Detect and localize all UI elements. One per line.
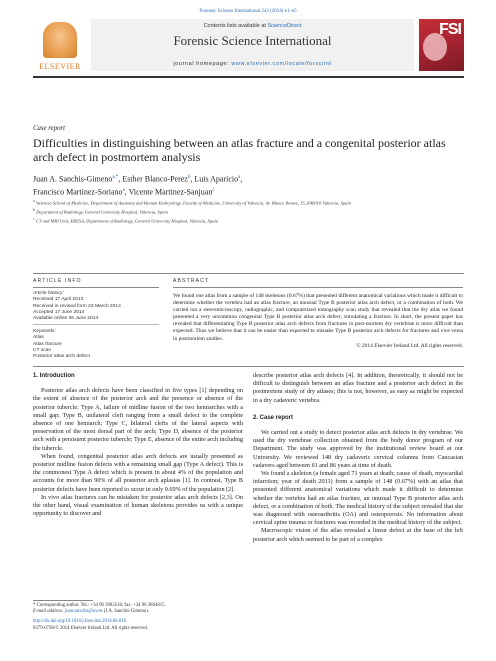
author-name: Luis Aparicio: [194, 174, 239, 184]
divider: [33, 287, 159, 288]
running-head[interactable]: Forensic Science International 242 (2014) e1–e5: [199, 9, 297, 14]
affiliation: $^a$ Valencia School of Medicine, Department of Anatomy and Human Embryology, Faculty of Medicine, University of Valencia, Av. Blasco Ibanez, 15, E46010 Valencia, Spain: [33, 199, 351, 206]
author-affil-link[interactable]: c: [212, 187, 215, 193]
contents-line: Contents lists available at ScienceDirect: [203, 23, 302, 29]
publisher-name: ELSEVIER: [39, 62, 81, 71]
journal-cover-thumbnail[interactable]: [419, 19, 464, 71]
paragraph: We found a skeleton (a female aged 71 years at death; cause of death, myocardial infarction; year of death 2011) from a sample of 148 (0.67%) with an atlas that presented different anatomical variations which made it difficult to determine whether the vertebra had an atlas fracture, an unusual Type B posterior atlas arch defect, or a combination of both. The medical history of the subject revealed that she was diagnosed with osteoarthritis (OA) and osteoporosis. No information about cervical spine trauma or fractures was recorded in the medical history of the subject.: [253, 470, 463, 527]
email-link[interactable]: juan.sanchis@uv.es: [64, 609, 103, 615]
divider: [33, 273, 464, 274]
affiliation: $^b$ Department of Radiology, General University Hospital, Valencia, Spain: [33, 208, 169, 215]
author-name: Vicente Martinez-Sanjuan: [128, 187, 213, 197]
paragraph: When found, congenital posterior atlas arch defects are usually presented as posterior midline fusion defects with a remaining small gap (Type A defect). This is the commonest Type A defect which is present in about 4% of the population and accounts for more than 90% of all posterior arch aplasias [1]. In contrast, Type B posterior defects have been reported to occur in only 0.69% of the population [2].: [33, 452, 243, 493]
paragraph: Posterior atlas arch defects have been classified in five types [1] depending on the extent of absence of the posterior arch and the presence or absence of the posterior tubercle: Type A, failure of midline fusion of the two hemiarches with a small gap; Type B, unilateral cleft ranging from a small defect to the complete absence of one hemiarch; Type C, bilateral clefts of the lateral aspects with preservation of the most dorsal part of the arch; Type D, absence of the posterior arch with a persistent posterior tubercle; Type E, absence of the entire arch including the tubercle.: [33, 387, 243, 452]
author-name: Esther Blanco-Perez: [122, 174, 188, 184]
copyright: © 2014 Elsevier Ireland Ltd. All rights reserved.: [356, 342, 463, 349]
issn-line: 0379-0738/© 2014 Elsevier Ireland Ltd. All rights reserved.: [33, 625, 149, 631]
article-info-label: ARTICLE INFO: [33, 278, 82, 284]
paragraph: describe posterior atlas arch defects [4]. In addition, theoretically, it should not be difficult to distinguish between an atlas fracture and a posterior arch defect in the postmortem study of dry atlases; this is not, however, as easy as might be expected in a dry cadaveric vertebra.: [253, 372, 463, 404]
divider: [33, 324, 159, 325]
history-item: Available online 26 June 2014: [33, 316, 99, 322]
article-title: Difficulties in distinguishing between an atlas fracture and a congenital posterior atlas arch defect in postmortem analysis: [33, 136, 446, 164]
paragraph: We carried out a study to detect posterior atlas arch defects in dry vertebrae. We used the dry vertebrae collection obtained from the body donor program of our Department. The study was approved by the institutional review board at our University. We reviewed 148 dry cadaveric cervical columns from Caucasian cadavers aged between 61 and 86 years at time of death.: [253, 429, 463, 469]
right-column: [253, 372, 463, 544]
history-item: Received in revised form 23 March 2014: [33, 303, 121, 309]
footnote: [33, 603, 243, 632]
footnote-rule: [33, 600, 93, 601]
affiliation: $^c$ CT and MRI Unit, ERESA, Department of Radiology, General University Hospital, Valencia, Spain: [33, 217, 219, 224]
elsevier-tree-icon: [43, 22, 77, 58]
homepage-link[interactable]: www.elsevier.com/locate/forsciint: [231, 61, 332, 67]
doi-link[interactable]: http://dx.doi.org/10.1016/j.forsciint.2014.06.016: [33, 619, 127, 625]
keyword: Atlas fracture: [33, 341, 62, 347]
elsevier-logo[interactable]: [33, 19, 87, 71]
article-type: Case report: [33, 125, 66, 132]
journal-homepage: journal homepage: www.elsevier.com/locate/forsciint: [173, 61, 332, 67]
email-line: E-mail address: juan.sanchis@uv.es (J.A. Sanchis-Gimeno).: [33, 609, 149, 615]
journal-masthead: [33, 19, 464, 74]
author-affil-link[interactable]: a: [238, 175, 241, 180]
sciencedirect-link[interactable]: ScienceDirect: [267, 23, 302, 29]
author-list: Juan A. Sanchis-Gimeno$^{a,*}$, Esther Blanco-Perez$^b$, Luis Aparicio$^a$, Francisco Martinez-Soriano$^a$, Vicente Martinez-Sanjuan$^c$: [33, 174, 243, 197]
author-affil-link[interactable]: a,*: [112, 175, 119, 180]
history-item: Accepted 17 June 2014: [33, 309, 85, 315]
section-heading: 1. Introduction: [33, 373, 75, 379]
author-affil-link[interactable]: b: [187, 175, 191, 180]
author-name: Francisco Martinez-Soriano: [33, 187, 123, 197]
author-affil-link[interactable]: a: [122, 187, 125, 193]
journal-title: Forensic Science International: [173, 33, 332, 48]
author-name: Juan A. Sanchis-Gimeno: [33, 174, 113, 184]
masthead-rule: [33, 76, 464, 78]
history-item: Received 17 April 2013: [33, 297, 84, 303]
divider: [33, 366, 464, 367]
keyword: CT scan: [33, 347, 52, 353]
divider: [173, 287, 463, 288]
cover-abbrev: FSI: [439, 21, 461, 38]
journal-banner: [91, 19, 414, 71]
article-history: Article history: Received 17 April 2013 Received in revised form 23 March 2014 Accepted 17 June 2014 Available online 26 June 2014: [33, 291, 159, 322]
paragraph: Macroscopic vision of the atlas revealed a linear defect at the base of the left posterior arch which seemed to be part of a complex: [253, 527, 463, 543]
affiliation-list: [33, 198, 464, 225]
keywords: Keywords: Atlas Atlas fracture CT scan Posterior atlas arch defect: [33, 329, 159, 360]
abstract-label: ABSTRACT: [173, 278, 210, 284]
paragraph: In vivo atlas fractures can be mistaken for posterior atlas arch defects [2,3]. On the other hand, visual examination of human skeletons provides us with a unique opportunity to discover and: [33, 493, 243, 518]
abstract-body: We found one atlas from a sample of 148 skeletons (0.67%) that presented different anatomical variations which made it difficult to determine whether the vertebra had an atlas fracture, an unusual Type B posterior atlas arch defect, or a combination of both. We carried out a stereomicroscopy, radiographic, and computerized tomography scan study that revealed that the dry atlas we found presented a very uncommon congenital Type B posterior atlas arch defect, simulating a fracture. In short, the present paper has revealed that differentiating Type B posterior atlas arch defects from fractures in post-mortem dry vertebrae is more difficult than expected. Thus we believe that it can be easier than expected to mistake Type B posterior arch defects for fractures and vice versa in postmortem studies. © 2014 Elsevier Ireland Ltd. All rights reserved.: [173, 293, 463, 349]
section-heading: 2. Case report: [253, 414, 294, 421]
left-column: [33, 372, 243, 518]
keyword: Posterior atlas arch defect: [33, 354, 90, 360]
corresponding-author: * Corresponding author. Tel.: +34 96 3983518; fax: +34 96 3864815.: [33, 603, 166, 608]
keyword: Atlas: [33, 335, 44, 341]
